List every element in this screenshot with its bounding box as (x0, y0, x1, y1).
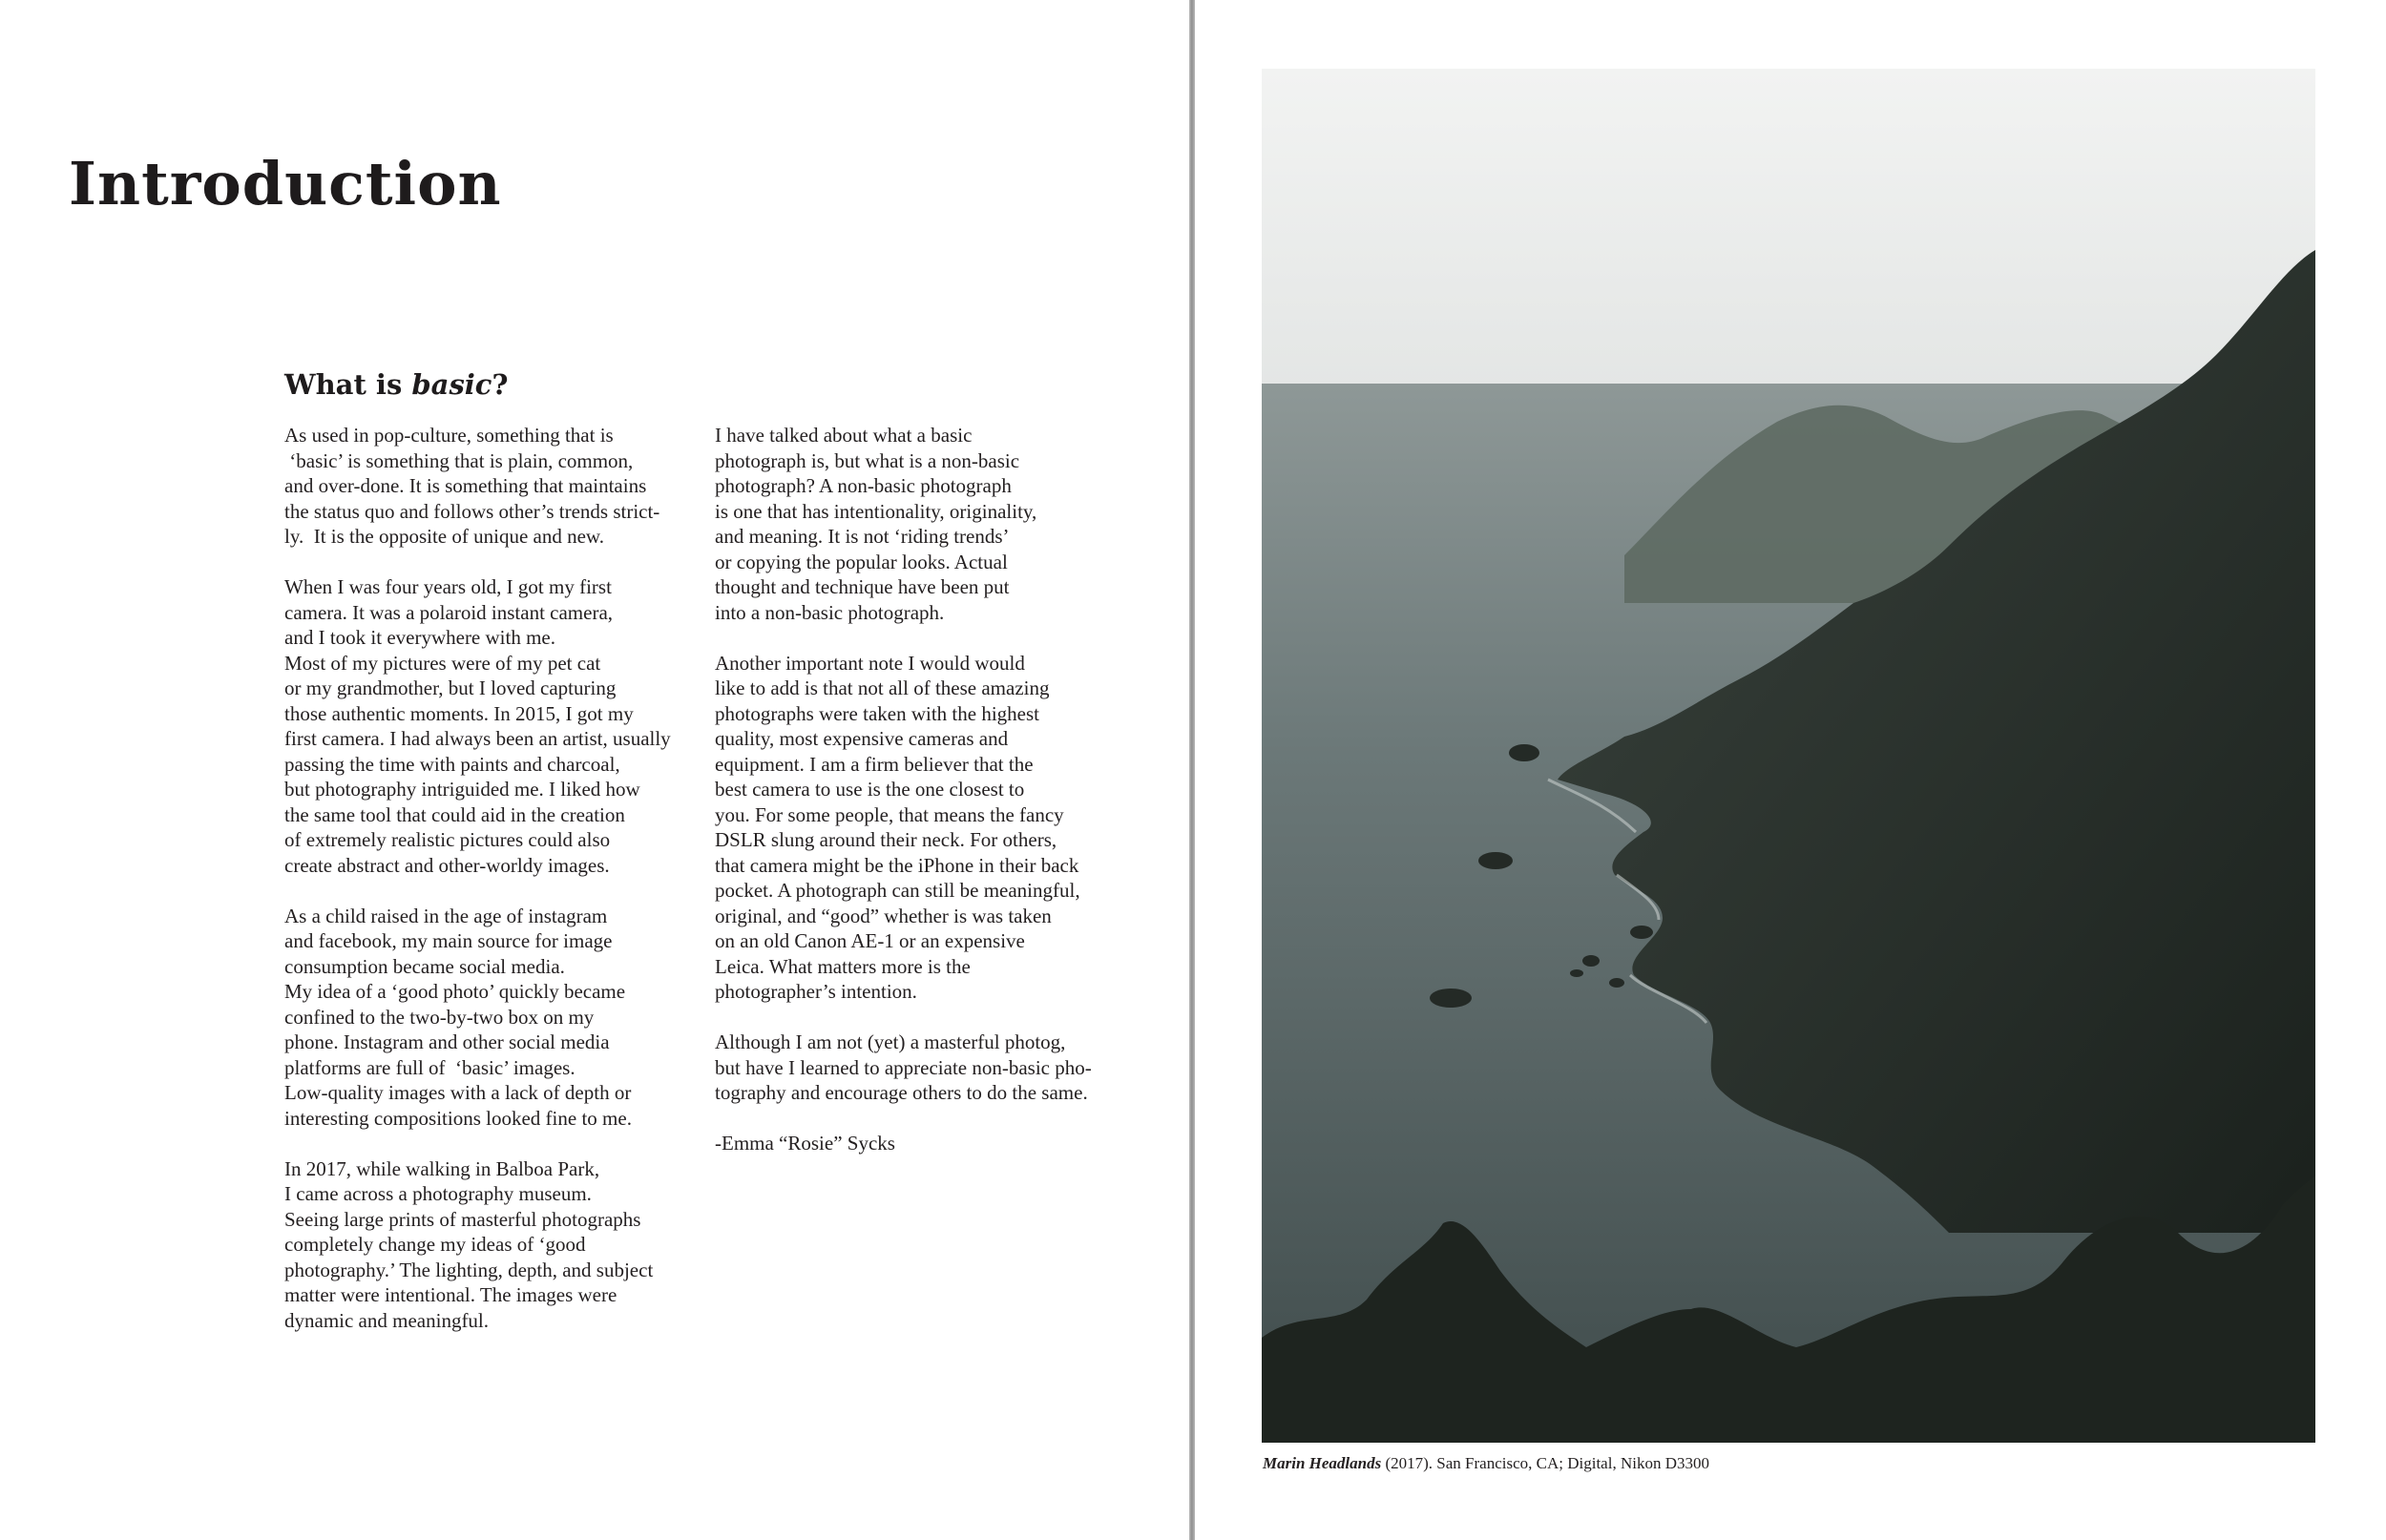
text-line: you. For some people, that means the fancy (715, 802, 1064, 826)
paragraph (284, 423, 704, 550)
text-line: ly. It is the opposite of unique and new. (284, 525, 604, 548)
text-line: confined to the two-by-two box on my (284, 1005, 595, 1029)
text-line: quality, most expensive cameras and (715, 727, 1009, 750)
text-line: equipment. I am a firm believer that the (715, 752, 1034, 776)
text-line: photograph is, but what is a non-basic (715, 448, 1020, 472)
text-line: ‘basic’ is something that is plain, common, (284, 448, 634, 472)
text-line: but have I learned to appreciate non-basic pho- (715, 1055, 1092, 1079)
paragraph (715, 423, 1135, 625)
text-line: As used in pop-culture, something that is (284, 424, 614, 447)
text-line: first camera. I had always been an artist, usually (284, 727, 671, 750)
text-line: like to add is that not all of these amazing (715, 676, 1050, 699)
paragraph (715, 651, 1135, 1005)
text-line: but photography intriguided me. I liked how (284, 778, 640, 801)
text-line: matter were intentional. The images were (284, 1283, 617, 1306)
text-line: My idea of a ‘good photo’ quickly became (284, 980, 626, 1003)
text-line: phone. Instagram and other social media (284, 1030, 610, 1053)
text-line: and facebook, my main source for image (284, 929, 613, 952)
caption-details: (2017). San Francisco, CA; Digital, Nikon D3300 (1381, 1454, 1709, 1472)
coastline-photo (1262, 69, 2315, 1443)
photo-caption (1263, 1454, 1709, 1473)
text-line: Seeing large prints of masterful photographs (284, 1207, 641, 1231)
text-line: Leica. What matters more is the (715, 954, 971, 978)
text-line: photographs were taken with the highest (715, 701, 1039, 725)
page-title: Introduction (69, 149, 502, 219)
text-line: or copying the popular looks. Actual (715, 550, 1008, 573)
text-line: photograph? A non-basic photograph (715, 474, 1012, 497)
text-line: into a non-basic photograph. (715, 600, 945, 624)
paragraph (715, 1131, 1135, 1156)
text-line: tography and encourage others to do the same. (715, 1081, 1088, 1104)
text-line: DSLR slung around their neck. For others, (715, 828, 1057, 851)
text-line: pocket. A photograph can still be meaningful, (715, 879, 1080, 902)
text-line: that camera might be the iPhone in their back (715, 853, 1079, 877)
section-heading (284, 368, 508, 401)
text-line: Another important note I would would (715, 651, 1025, 675)
heading-emphasis: basic (411, 368, 492, 401)
text-line: photography.’ The lighting, depth, and subject (284, 1258, 654, 1281)
text-line: camera. It was a polaroid instant camera, (284, 600, 614, 624)
text-line: thought and technique have been put (715, 575, 1010, 598)
text-line: passing the time with paints and charcoal, (284, 752, 620, 776)
text-line: and over-done. It is something that maintains (284, 474, 647, 497)
text-line: best camera to use is the one closest to (715, 778, 1025, 801)
text-line: Low-quality images with a lack of depth or (284, 1081, 632, 1104)
text-line: photographer’s intention. (715, 980, 917, 1003)
text-line: dynamic and meaningful. (284, 1308, 490, 1332)
paragraph (284, 574, 704, 878)
text-line: those authentic moments. In 2015, I got my (284, 701, 634, 725)
text-line: Most of my pictures were of my pet cat (284, 651, 601, 675)
text-line: on an old Canon AE-1 or an expensive (715, 929, 1025, 952)
text-line: original, and “good” whether is was taken (715, 904, 1052, 927)
text-line: As a child raised in the age of instagram (284, 904, 608, 927)
text-line: and meaning. It is not ‘riding trends’ (715, 525, 1010, 548)
text-line: Although I am not (yet) a masterful photog, (715, 1030, 1066, 1053)
coastline-illustration (1262, 69, 2315, 1443)
text-line: platforms are full of ‘basic’ images. (284, 1055, 576, 1079)
text-line: create abstract and other-worldy images. (284, 853, 610, 877)
text-column-2 (715, 423, 1135, 1156)
text-line: is one that has intentionality, originality, (715, 499, 1037, 523)
text-line: the same tool that could aid in the creation (284, 802, 625, 826)
paragraph (715, 1030, 1135, 1106)
text-line: completely change my ideas of ‘good (284, 1233, 586, 1256)
text-line: interesting compositions looked fine to me. (284, 1106, 632, 1130)
caption-title: Marin Headlands (1263, 1454, 1382, 1472)
text-line: I came across a photography museum. (284, 1182, 592, 1205)
text-line: or my grandmother, but I loved capturing (284, 676, 617, 699)
text-line: In 2017, while walking in Balboa Park, (284, 1156, 600, 1180)
paragraph (284, 904, 704, 1132)
spine-gutter (1189, 0, 1195, 1540)
paragraph (284, 1156, 704, 1334)
text-line: the status quo and follows other’s trends strict- (284, 499, 660, 523)
text-line: -Emma “Rosie” Sycks (715, 1132, 895, 1155)
heading-suffix: ? (492, 368, 509, 401)
text-line: I have talked about what a basic (715, 424, 973, 447)
text-line: When I was four years old, I got my first (284, 575, 612, 598)
heading-prefix: What is (284, 368, 412, 401)
left-page (0, 0, 1190, 1540)
text-column-1 (284, 423, 704, 1333)
text-line: consumption became social media. (284, 954, 565, 978)
text-line: of extremely realistic pictures could also (284, 828, 611, 851)
text-line: and I took it everywhere with me. (284, 626, 555, 649)
